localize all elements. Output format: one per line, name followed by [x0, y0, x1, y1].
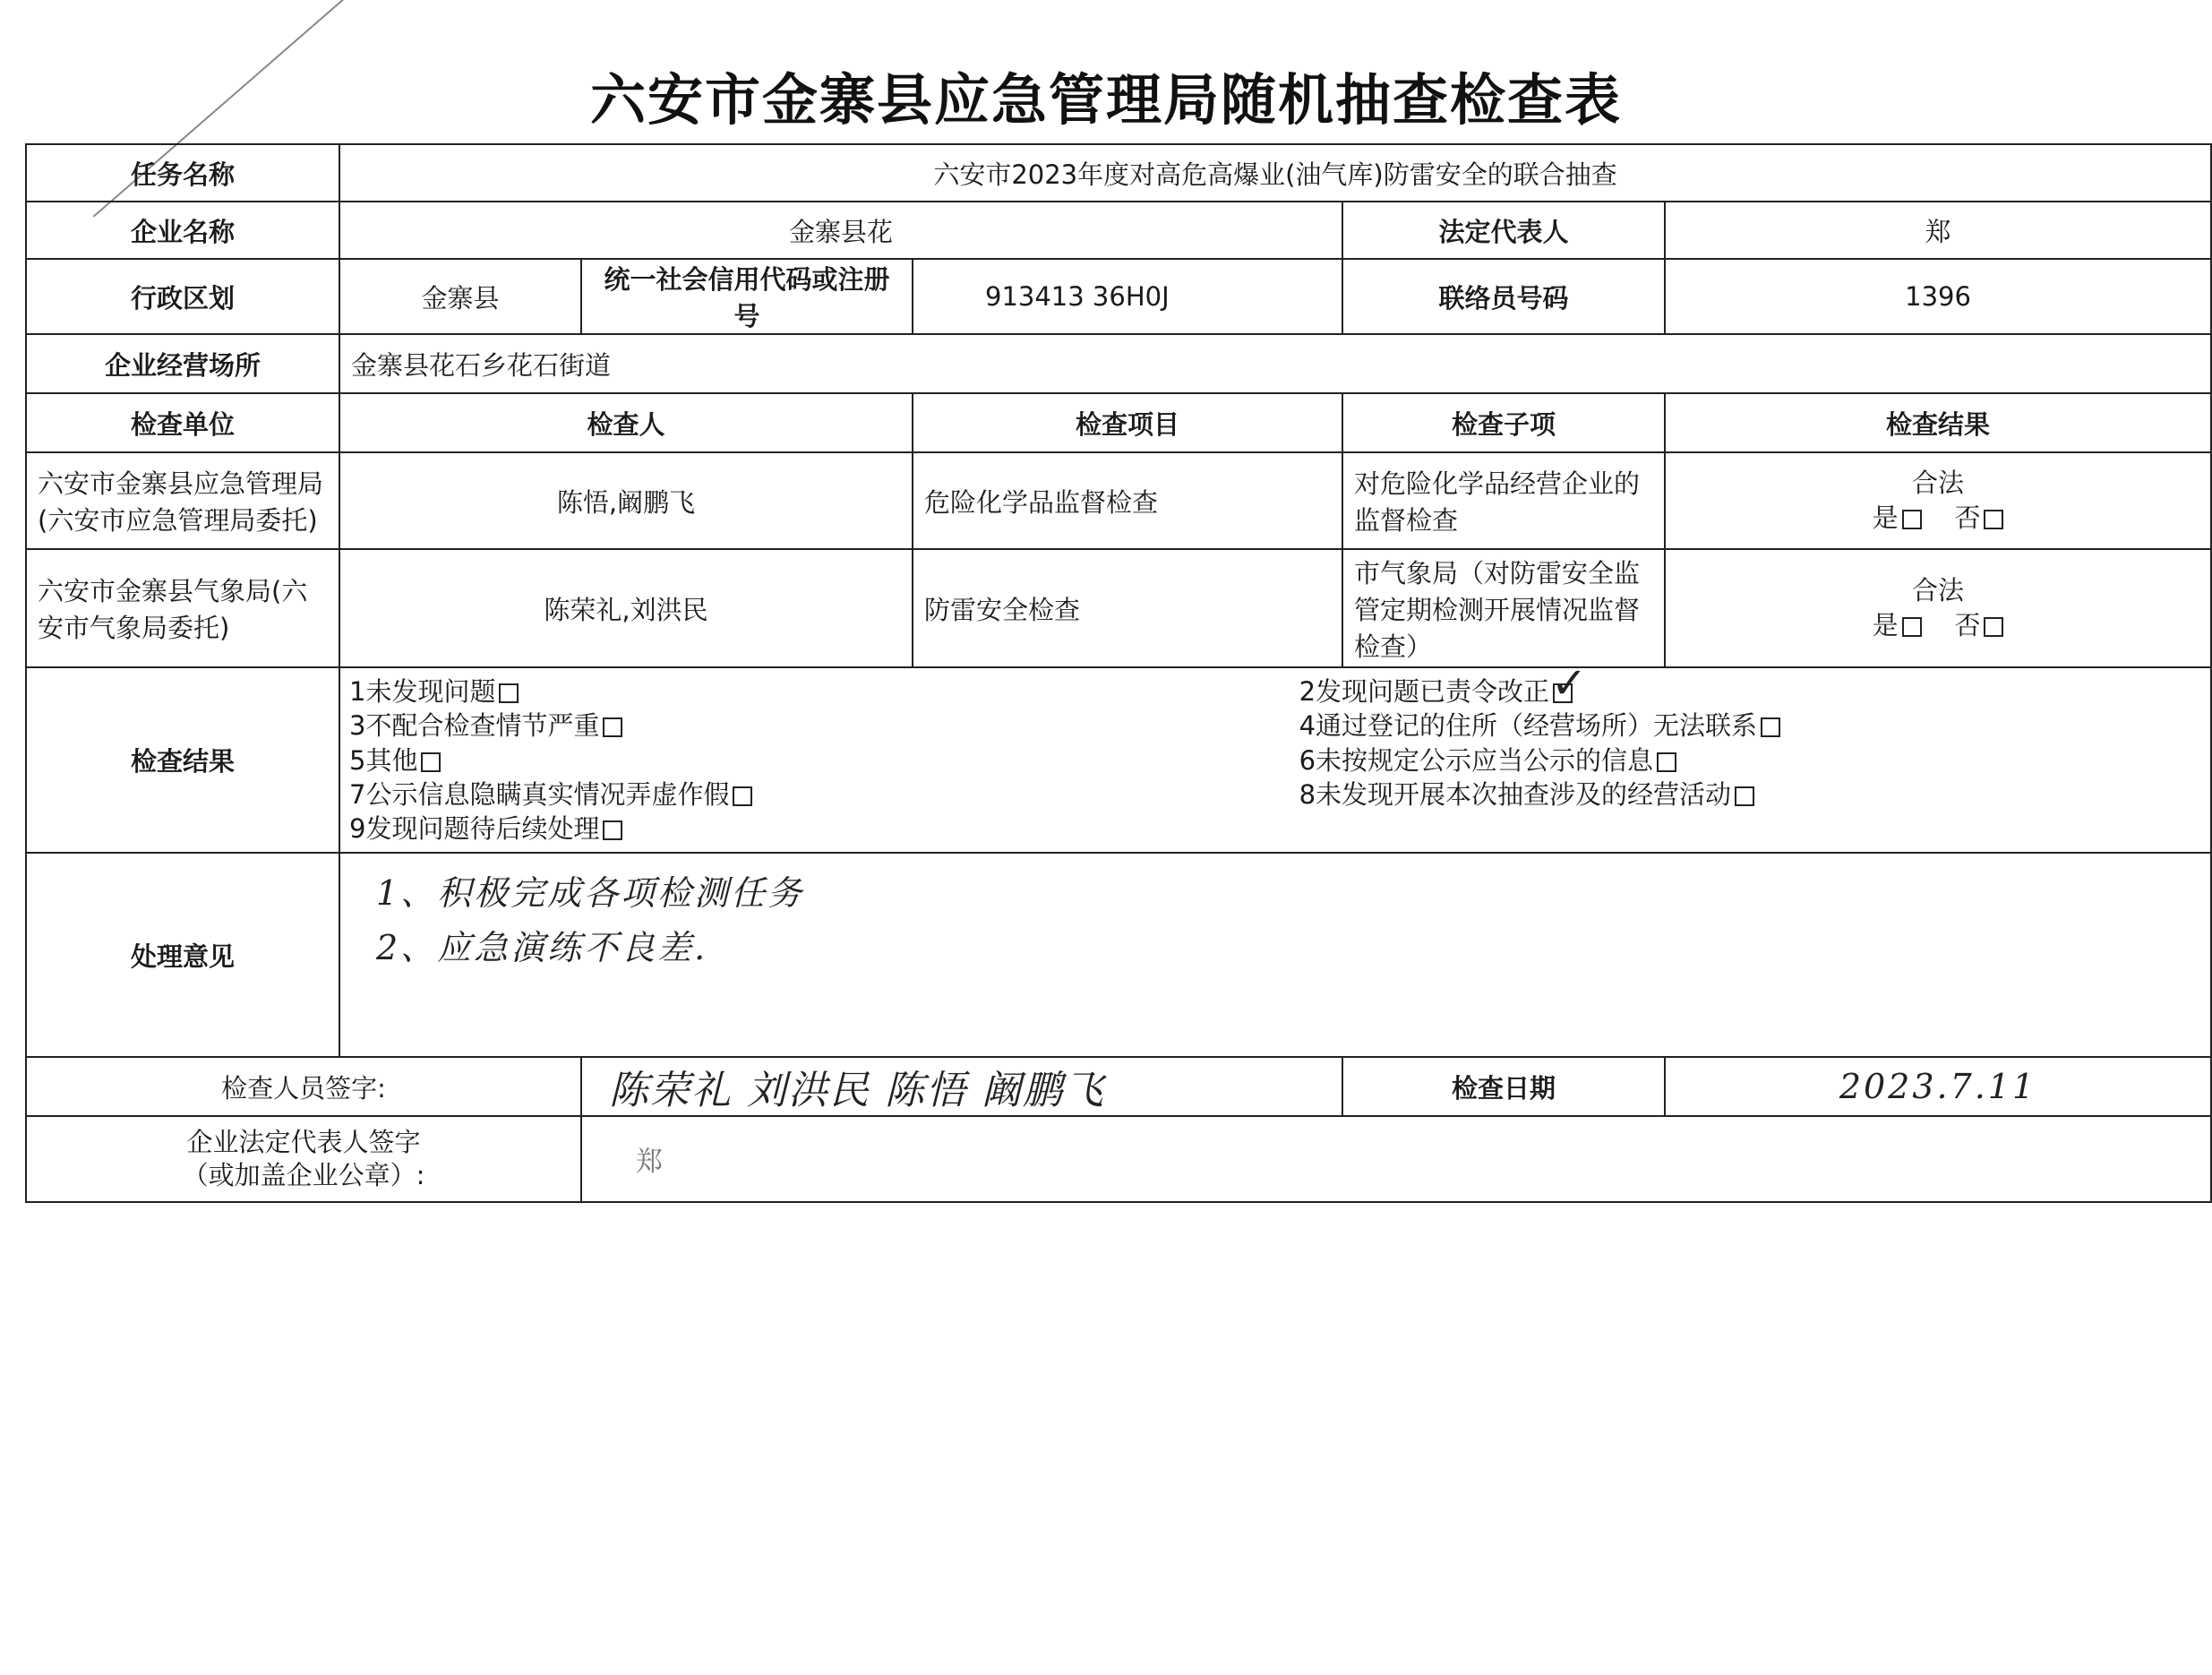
- results-item-checkbox[interactable]: [603, 820, 622, 840]
- signature-row: [26, 1057, 2211, 1116]
- inspection-row: [26, 549, 2211, 667]
- no-label: 否: [1954, 502, 1981, 533]
- results-item-label: 9发现问题待后续处理: [349, 813, 600, 844]
- inspection-inspectors: 陈荣礼,刘洪民: [339, 549, 913, 667]
- opinion-line: 1、积极完成各项检测任务: [376, 873, 805, 914]
- inspection-result: [1665, 549, 2211, 667]
- inspection-row: [26, 452, 2211, 549]
- results-item: [1299, 744, 1780, 777]
- contact-label: 联络员号码: [1342, 259, 1665, 334]
- results-left-column: [349, 675, 752, 845]
- inspection-header-row: [26, 393, 2211, 452]
- no-checkbox[interactable]: [1984, 510, 2003, 529]
- inspector-signature-value: [581, 1057, 1342, 1116]
- results-item-label: 7公示信息隐瞒真实情况弄虚作假: [349, 778, 730, 810]
- results-item-checkbox[interactable]: [1735, 786, 1754, 806]
- legal-label: 合法: [1912, 467, 1965, 498]
- task-row: [26, 144, 2211, 202]
- inspection-subitem: 对危险化学品经营企业的监督检查: [1342, 452, 1665, 549]
- date-value: [1665, 1057, 2211, 1116]
- enterprise-row: [26, 202, 2211, 259]
- date-handwritten: 2023.7.11: [1839, 1067, 2037, 1107]
- legal-signature-label-line2: （或加盖企业公章）:: [182, 1160, 425, 1191]
- credit-code-label: 统一社会信用代码或注册号: [581, 259, 913, 334]
- legal-signature-text: 郑: [636, 1147, 666, 1179]
- inspection-item: 危险化学品监督检查: [913, 452, 1342, 549]
- results-item-label: 6未按规定公示应当公示的信息: [1299, 744, 1654, 776]
- inspector-signature-label: 检查人员签字:: [26, 1057, 581, 1116]
- enterprise-name-label: 企业名称: [26, 202, 339, 259]
- results-item-label: 5其他: [349, 744, 418, 776]
- results-item-label: 8未发现开展本次抽查涉及的经营活动: [1299, 778, 1732, 810]
- results-item: [349, 778, 752, 811]
- credit-code-value: 913413 36H0J: [913, 259, 1342, 334]
- results-item: [349, 812, 752, 845]
- results-item-checkbox[interactable]: [499, 683, 519, 703]
- inspection-unit: 六安市金寨县气象局(六安市气象局委托): [26, 549, 339, 667]
- address-label: 企业经营场所: [26, 334, 339, 393]
- header-unit: 检查单位: [26, 393, 339, 452]
- inspection-inspectors: 陈悟,阚鹏飞: [339, 452, 913, 549]
- inspection-item: 防雷安全检查: [913, 549, 1342, 667]
- no-checkbox[interactable]: [1984, 617, 2003, 637]
- yes-label: 是: [1872, 502, 1899, 533]
- contact-value: 1396: [1665, 259, 2211, 334]
- inspection-unit: 六安市金寨县应急管理局(六安市应急管理局委托): [26, 452, 339, 549]
- legal-rep-value: 郑: [1665, 202, 2211, 259]
- results-item: [349, 709, 752, 742]
- inspection-subitem: 市气象局（对防雷安全监管定期检测开展情况监督检查）: [1342, 549, 1665, 667]
- yes-checkbox[interactable]: [1902, 617, 1922, 637]
- enterprise-name-value: 金寨县花: [339, 202, 1342, 259]
- legal-label: 合法: [1912, 574, 1965, 606]
- results-item-checkbox[interactable]: [603, 717, 622, 737]
- results-item: [349, 744, 752, 777]
- opinion-content: [339, 853, 2211, 1057]
- results-item-checkbox[interactable]: [1551, 667, 1588, 709]
- task-value: 六安市2023年度对高危高爆业(油气库)防雷安全的联合抽查: [339, 144, 2211, 202]
- results-item: [349, 675, 752, 708]
- legal-signature-label-line1: 企业法定代表人签字: [186, 1126, 421, 1157]
- inspection-result: [1665, 452, 2211, 549]
- legal-rep-label: 法定代表人: [1342, 202, 1665, 259]
- check-mark-icon: ✓: [1551, 667, 1588, 709]
- district-value: 金寨县: [339, 259, 581, 334]
- results-item: [1299, 778, 1780, 811]
- results-item-checkbox[interactable]: [1761, 717, 1780, 737]
- results-item-checkbox[interactable]: [733, 786, 752, 806]
- legal-signature-row: [26, 1116, 2211, 1202]
- results-item-label: 2发现问题已责令改正: [1299, 676, 1550, 707]
- date-label: 检查日期: [1342, 1057, 1665, 1116]
- district-label: 行政区划: [26, 259, 339, 334]
- results-item-label: 4通过登记的住所（经营场所）无法联系: [1299, 710, 1758, 742]
- document-title: 六安市金寨县应急管理局随机抽查检查表: [589, 67, 1622, 133]
- results-item-checkbox[interactable]: [421, 752, 441, 772]
- yes-checkbox[interactable]: [1902, 510, 1922, 529]
- address-row: [26, 334, 2211, 393]
- legal-signature-value: [581, 1116, 2211, 1202]
- opinion-row: [26, 853, 2211, 1057]
- results-checklist: [339, 667, 2211, 853]
- header-subitem: 检查子项: [1342, 393, 1665, 452]
- yes-label: 是: [1872, 610, 1899, 640]
- header-item: 检查项目: [913, 393, 1342, 452]
- results-item: [1299, 709, 1780, 742]
- no-label: 否: [1954, 610, 1981, 640]
- task-label: 任务名称: [26, 144, 339, 202]
- results-item: [1299, 667, 1780, 709]
- results-right-column: [1299, 667, 1780, 845]
- district-row: [26, 259, 2211, 334]
- address-value: 金寨县花石乡花石街道: [339, 334, 2211, 393]
- header-result: 检查结果: [1665, 393, 2211, 452]
- header-inspector: 检查人: [339, 393, 913, 452]
- opinion-line: 2、应急演练不良差.: [376, 928, 708, 968]
- inspection-form-table: [25, 143, 2212, 1203]
- inspector-signature-text: 陈荣礼 刘洪民 陈悟 阚鹏飞: [609, 1068, 1105, 1114]
- results-label: 检查结果: [26, 667, 339, 853]
- results-item-label: 1未发现问题: [349, 676, 496, 707]
- results-row: [26, 667, 2211, 853]
- results-item-checkbox[interactable]: [1657, 752, 1676, 772]
- results-item-label: 3不配合检查情节严重: [349, 710, 600, 742]
- legal-signature-label: [26, 1116, 581, 1202]
- opinion-label: 处理意见: [26, 853, 339, 1057]
